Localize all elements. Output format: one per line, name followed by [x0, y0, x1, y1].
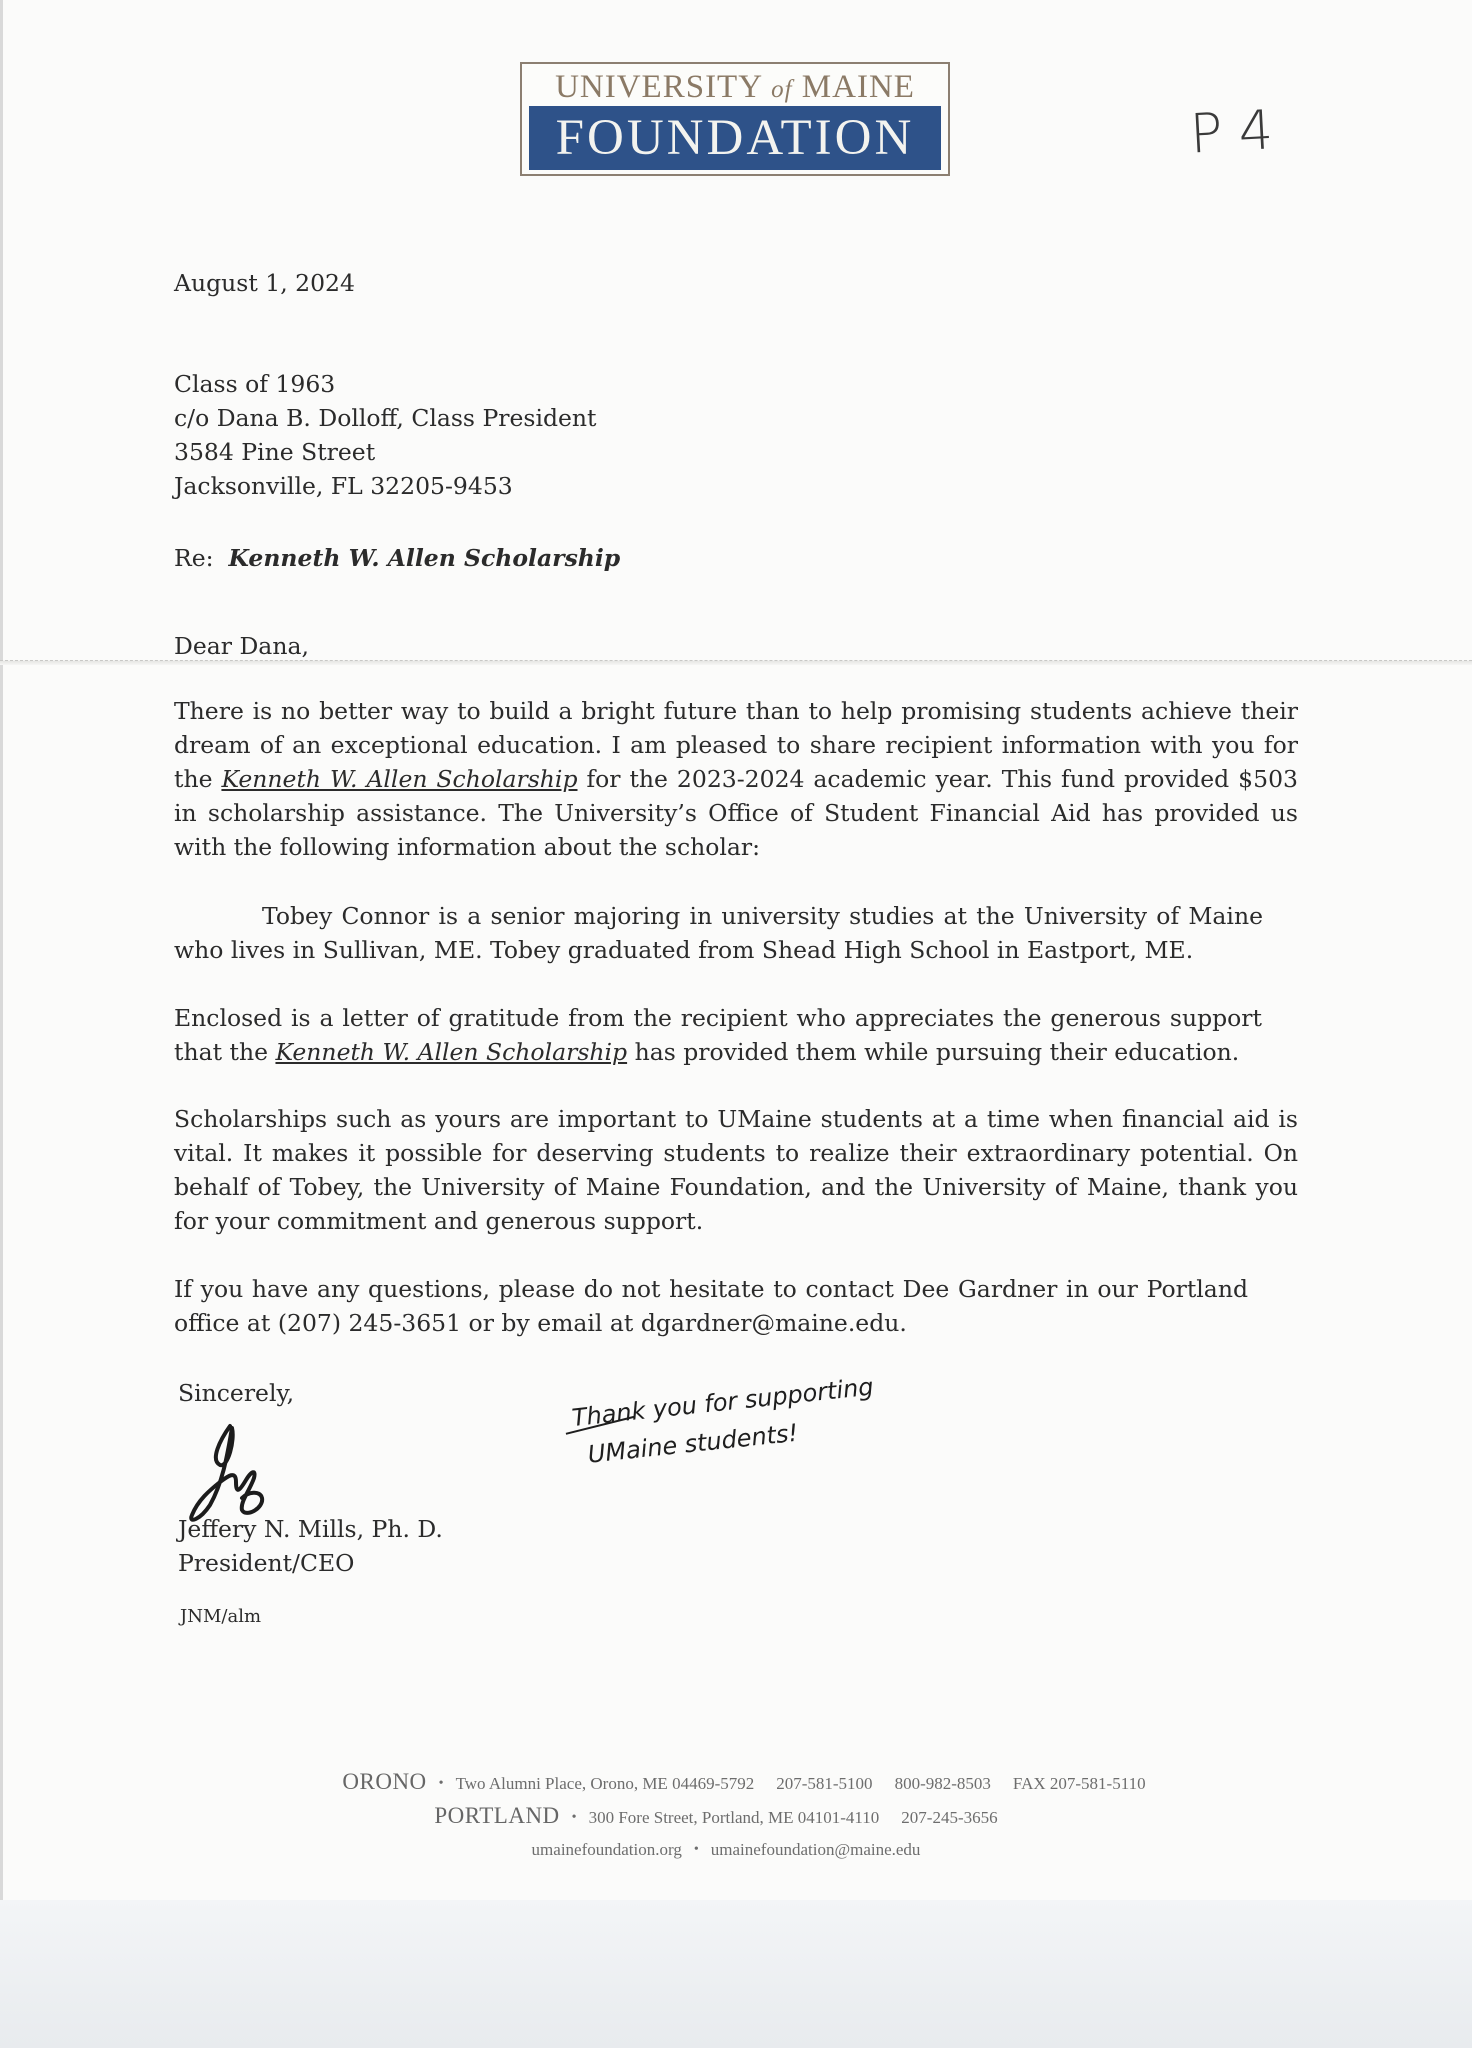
toll-free-phone: 800-982-8503 — [894, 1774, 991, 1793]
footer-orono: ORONO • Two Alumni Place, Orono, ME 04469-5792 207-581-5100 800-982-8503 FAX 207-581-5110 — [342, 1769, 1146, 1794]
paragraph-4-line-1: Scholarships such as yours are important to UMaine students at a time when financial aid is — [174, 1105, 1298, 1133]
paragraph-1-line-3: the Kenneth W. Allen Scholarship for the 2023-2024 academic year. This fund provided $503 — [174, 765, 1298, 793]
paragraph-4-line-4: for your commitment and generous support. — [174, 1207, 704, 1235]
handwritten-page-number: P4 — [1188, 97, 1291, 166]
handwritten-note: Thank you for supporting UMaine students! — [565, 1395, 879, 1475]
signer-title: President/CEO — [178, 1549, 355, 1577]
recipient-line-1: Class of 1963 — [174, 370, 336, 398]
logo-foundation-band: FOUNDATION — [529, 106, 941, 170]
paragraph-1-line-4: in scholarship assistance. The University’s Office of Student Financial Aid has provided us — [174, 799, 1298, 827]
paragraph-1-line-2: dream of an exceptional education. I am pleased to share recipient information with you for — [174, 731, 1298, 759]
scholar-line-1: Tobey Connor is a senior majoring in university studies at the University of Maine — [262, 902, 1263, 930]
footer-web: umainefoundation.org • umainefoundation@maine.edu — [531, 1840, 921, 1859]
paragraph-3-line-2: that the Kenneth W. Allen Scholarship has provided them while pursuing their education. — [174, 1038, 1240, 1066]
subject-line: Re: Kenneth W. Allen Scholarship — [174, 544, 621, 572]
scholarship-name-link: Kenneth W. Allen Scholarship — [221, 765, 578, 793]
paragraph-3-line-1: Enclosed is a letter of gratitude from the recipient who appreciates the generous support — [174, 1004, 1262, 1032]
scholarship-name-link: Kenneth W. Allen Scholarship — [275, 1038, 628, 1066]
recipient-line-2: c/o Dana B. Dolloff, Class President — [174, 404, 597, 432]
orono-phone: 207-581-5100 — [776, 1774, 873, 1793]
paragraph-5-line-1: If you have any questions, please do not hesitate to contact Dee Gardner in our Portland — [174, 1275, 1248, 1303]
typist-initials: JNM/alm — [180, 1606, 262, 1627]
subject-scholarship-name: Kenneth W. Allen Scholarship — [228, 544, 621, 572]
paragraph-4-line-2: vital. It makes it possible for deserving students to realize their extraordinary potential. On — [174, 1139, 1298, 1167]
foundation-logo — [520, 62, 950, 176]
paragraph-5-line-2: office at (207) 245-3651 or by email at dgardner@maine.edu. — [174, 1309, 907, 1337]
paragraph-4-line-3: behalf of Tobey, the University of Maine Foundation, and the University of Maine, thank you — [174, 1173, 1298, 1201]
recipient-line-4: Jacksonville, FL 32205-9453 — [174, 472, 513, 500]
paragraph-1-line-5: with the following information about the scholar: — [174, 833, 761, 861]
logo-university-of-maine: UNIVERSITY of MAINE — [555, 69, 915, 105]
footer-portland: PORTLAND • 300 Fore Street, Portland, ME 04101-4110 207-245-3656 — [434, 1803, 998, 1828]
portland-phone: 207-245-3656 — [901, 1808, 998, 1827]
email-link: umainefoundation@maine.edu — [710, 1840, 921, 1859]
scanner-background — [0, 1900, 1472, 2048]
recipient-line-3: 3584 Pine Street — [174, 438, 376, 466]
website-link: umainefoundation.org — [531, 1840, 682, 1859]
salutation: Dear Dana, — [174, 632, 309, 660]
closing: Sincerely, — [178, 1379, 295, 1407]
letter-date: August 1, 2024 — [174, 269, 355, 297]
fax-number: FAX 207-581-5110 — [1012, 1774, 1146, 1793]
scholar-line-2: who lives in Sullivan, ME. Tobey graduated from Shead High School in Eastport, ME. — [174, 936, 1194, 964]
paragraph-1-line-1: There is no better way to build a bright future than to help promising students achieve their — [174, 697, 1298, 725]
signer-name: Jeffery N. Mills, Ph. D. — [178, 1515, 443, 1543]
